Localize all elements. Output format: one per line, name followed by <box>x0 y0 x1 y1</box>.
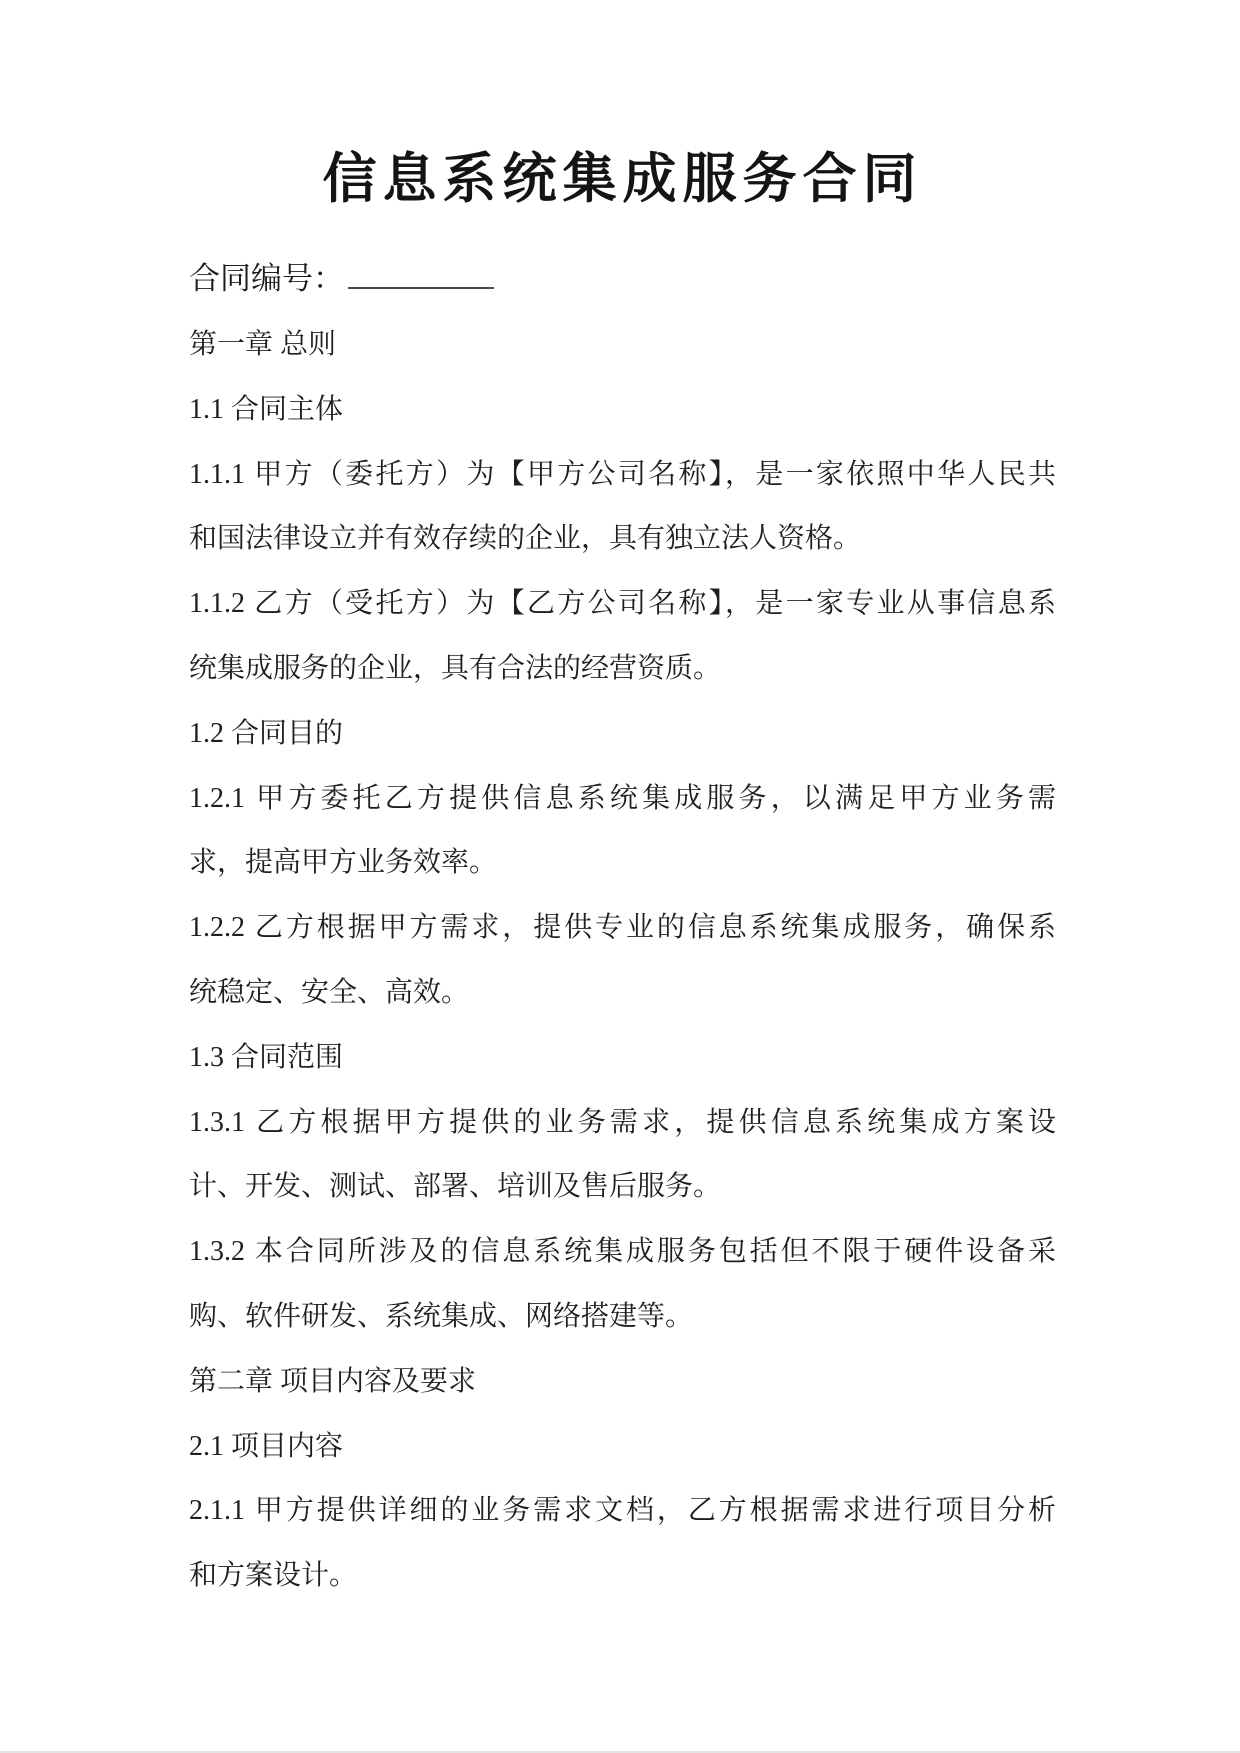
contract-number-label: 合同编号： <box>189 261 344 296</box>
body-line-1-1: 1.1 合同主体 <box>189 393 344 425</box>
body-line-2-1: 2.1 项目内容 <box>189 1430 344 1462</box>
contract-number-blank <box>348 259 494 289</box>
contract-number-line <box>189 259 494 299</box>
body-line-1-3-2-cont: 购、软件研发、系统集成、网络搭建等。 <box>189 1300 694 1332</box>
body-line-1-1-1: 1.1.1 甲方（委托方）为【甲方公司名称】，是一家依照中华人民共 <box>189 458 1056 490</box>
body-line-1-1-2: 1.1.2 乙方（受托方）为【乙方公司名称】，是一家专业从事信息系 <box>189 588 1056 620</box>
document-title: 信息系统集成服务合同 <box>322 149 923 209</box>
body-line-chapter-1: 第一章 总则 <box>189 329 337 360</box>
body-line-1-1-2-cont: 统集成服务的企业，具有合法的经营资质。 <box>189 652 722 684</box>
body-line-1-3: 1.3 合同范围 <box>189 1041 344 1073</box>
body-line-1-2-1-cont: 求，提高甲方业务效率。 <box>189 847 498 879</box>
document-body <box>189 313 1056 1609</box>
body-line-chapter-2: 第二章 项目内容及要求 <box>189 1365 477 1397</box>
body-line-1-3-2: 1.3.2 本合同所涉及的信息系统集成服务包括但不限于硬件设备采 <box>189 1236 1056 1268</box>
body-line-1-3-1: 1.3.1 乙方根据甲方提供的业务需求，提供信息系统集成方案设 <box>189 1106 1056 1138</box>
body-line-2-1-1: 2.1.1 甲方提供详细的业务需求文档，乙方根据需求进行项目分析 <box>189 1495 1056 1527</box>
body-line-1-2: 1.2 合同目的 <box>189 717 344 749</box>
body-line-1-2-1: 1.2.1 甲方委托乙方提供信息系统集成服务，以满足甲方业务需 <box>189 782 1056 814</box>
body-line-1-2-2-cont: 统稳定、安全、高效。 <box>189 976 470 1008</box>
body-line-1-3-1-cont: 计、开发、测试、部署、培训及售后服务。 <box>189 1171 722 1203</box>
body-line-1-2-2: 1.2.2 乙方根据甲方需求，提供专业的信息系统集成服务，确保系 <box>189 912 1056 944</box>
body-line-1-1-1-cont: 和国法律设立并有效存续的企业，具有独立法人资格。 <box>189 523 862 555</box>
body-line-2-1-1-cont: 和方案设计。 <box>189 1560 358 1592</box>
